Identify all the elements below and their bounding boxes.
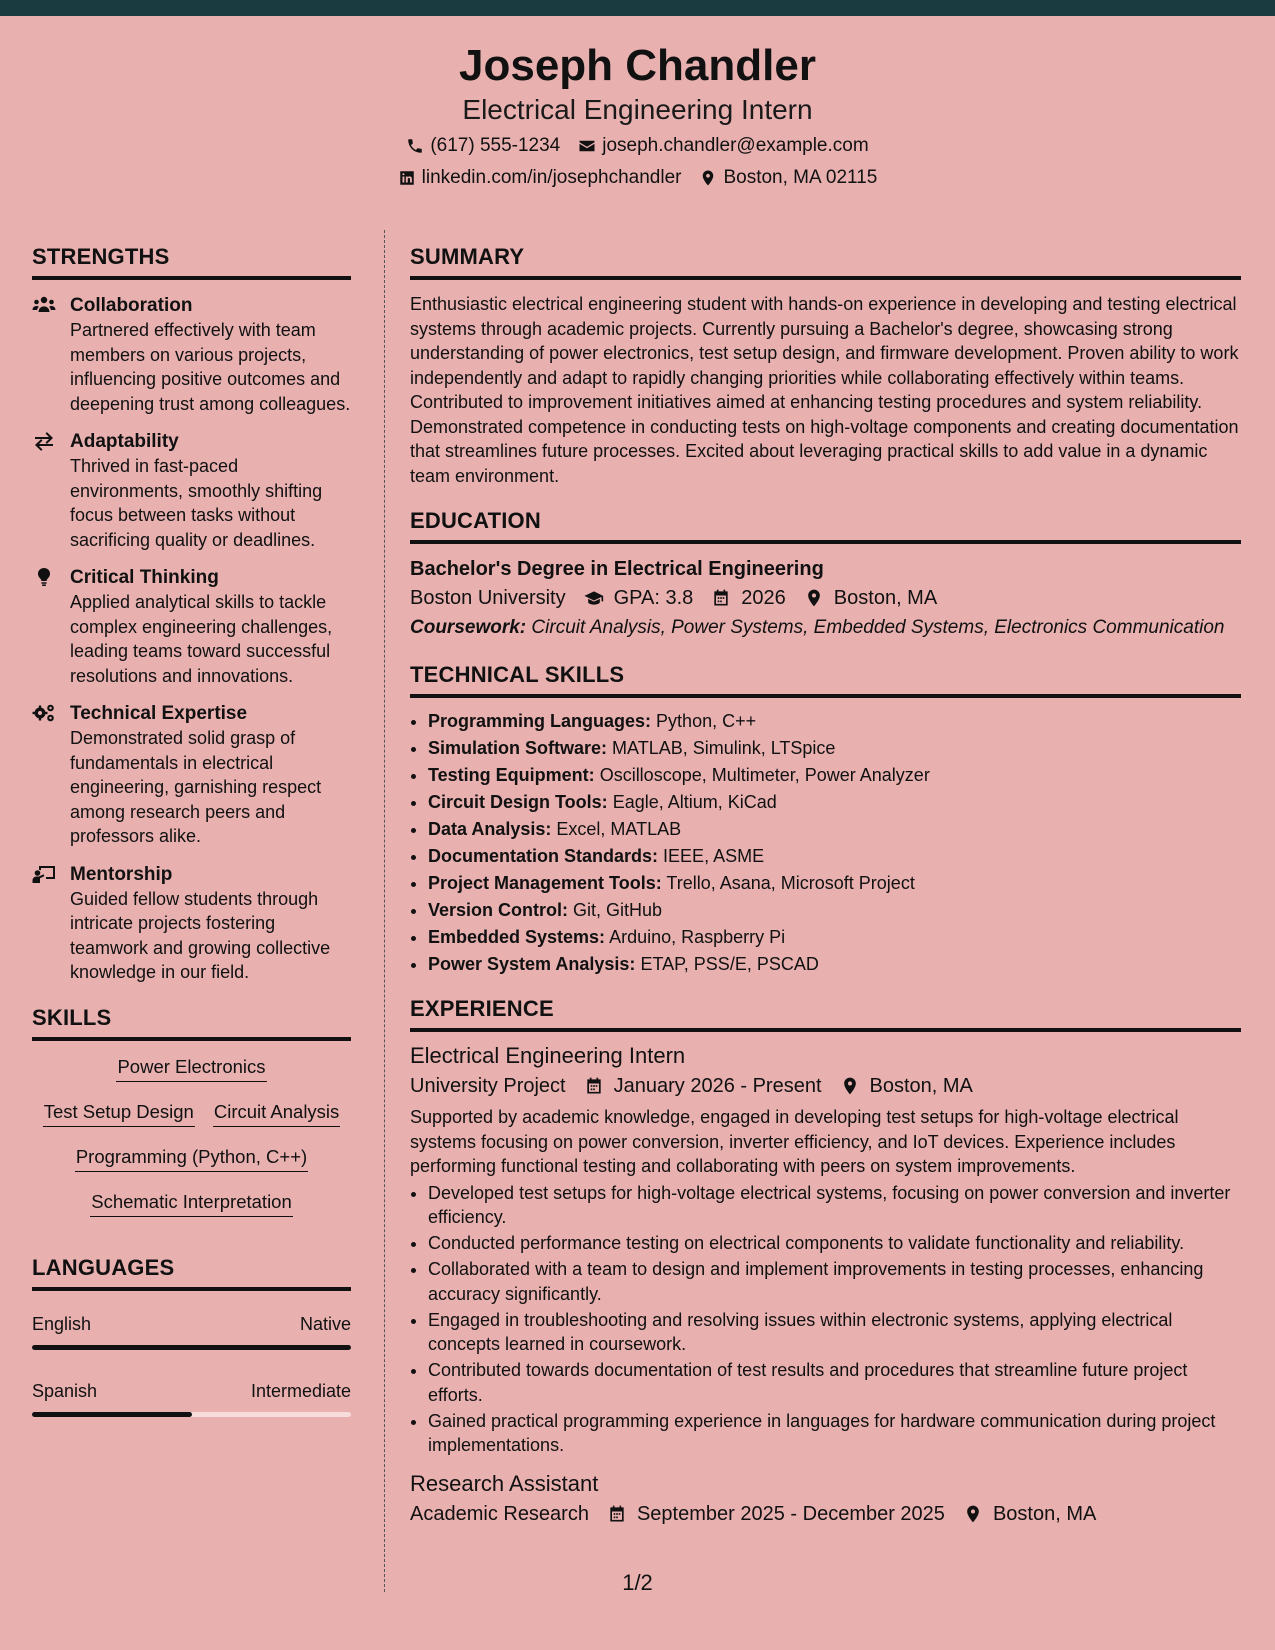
strength-title: Mentorship <box>70 863 173 885</box>
candidate-title: Electrical Engineering Intern <box>462 94 813 125</box>
degree-title: Bachelor's Degree in Electrical Engineering <box>410 558 824 580</box>
linkedin-icon <box>398 169 416 187</box>
skill-values: Oscilloscope, Multimeter, Power Analyzer <box>599 765 930 785</box>
map-marker-icon <box>963 1504 983 1524</box>
language-level: Native <box>299 1313 351 1334</box>
calendar-icon <box>711 588 731 608</box>
calendar-icon <box>607 1504 627 1524</box>
linkedin-text: linkedin.com/in/josephchandler <box>421 167 682 188</box>
column-divider <box>384 230 385 1592</box>
language-level-bar <box>32 1345 351 1350</box>
job-meta <box>410 1501 1241 1527</box>
job-dates: January 2026 - Present <box>613 1075 822 1097</box>
language-level-fill <box>32 1345 351 1350</box>
skill-category: Power System Analysis: <box>428 954 636 974</box>
language-level-bar <box>32 1412 351 1417</box>
skill-category: Circuit Design Tools: <box>428 792 608 812</box>
map-marker-icon <box>804 588 824 608</box>
strength-item <box>32 863 351 985</box>
language-level: Intermediate <box>250 1380 351 1401</box>
job-bullet: • Gained practical programming experience in languages for hardware communication during project implementations. <box>428 1409 1241 1458</box>
language-level-fill <box>32 1412 192 1417</box>
contact-row-1 <box>0 136 1275 155</box>
strength-title: Collaboration <box>70 295 193 316</box>
calendar-icon <box>584 1076 604 1096</box>
technical-skill-item <box>428 951 1241 978</box>
graduation-cap-icon <box>584 588 604 608</box>
map-marker-icon <box>699 169 717 187</box>
top-accent-bar <box>0 0 1275 16</box>
graduation-year: 2026 <box>741 587 786 609</box>
skill-values: Excel, MATLAB <box>556 819 682 839</box>
strength-item <box>32 430 351 552</box>
job-bullet: • Engaged in troubleshooting and resolving issues within electronic systems, applying electrical concepts learned in coursework. <box>428 1308 1241 1357</box>
technical-skill-item <box>428 816 1241 843</box>
strength-title: Adaptability <box>70 431 179 452</box>
strength-desc: Partnered effectively with team members on various projects, influencing positive outcomes and deepening trust among colleagues. <box>70 320 351 414</box>
strength-item <box>32 294 351 416</box>
strength-desc: Guided fellow students through intricate projects fostering teamwork and growing collective knowledge in our field. <box>70 888 331 982</box>
job-dates: September 2025 - December 2025 <box>636 1502 945 1525</box>
strength-title: Technical Expertise <box>70 703 248 724</box>
skill-values: Trello, Asana, Microsoft Project <box>666 873 915 893</box>
education-location: Boston, MA <box>833 587 938 609</box>
skill-values: Arduino, Raspberry Pi <box>609 927 786 947</box>
job-entry <box>410 1470 1241 1527</box>
school-name: Boston University <box>410 587 566 609</box>
email-text: joseph.chandler@example.com <box>602 135 869 156</box>
email-item[interactable] <box>578 136 868 155</box>
envelope-icon <box>578 137 596 155</box>
skill-values: Python, C++ <box>656 711 757 731</box>
gears-icon <box>32 703 56 723</box>
strength-desc: Applied analytical skills to tackle complex engineering challenges, leading teams toward successful resolutions and innovations. <box>70 592 333 686</box>
phone-icon <box>406 137 424 155</box>
skills-tags <box>32 1041 351 1217</box>
education-meta <box>410 585 1241 611</box>
summary-heading: SUMMARY <box>410 246 1241 280</box>
skill-category: Version Control: <box>428 900 569 920</box>
skill-category: Project Management Tools: <box>428 873 662 893</box>
language-item <box>32 1380 351 1417</box>
coursework-list: Circuit Analysis, Power Systems, Embedded Systems, Electronics Communication <box>531 617 1225 638</box>
job-entry <box>410 1042 1241 1458</box>
strength-title: Critical Thinking <box>70 567 219 588</box>
job-title: Electrical Engineering Intern <box>410 1043 686 1068</box>
job-meta <box>410 1073 1241 1099</box>
strength-item <box>32 566 351 688</box>
skill-tag: Test Setup Design <box>43 1100 195 1127</box>
technical-skill-item <box>428 897 1241 924</box>
strengths-heading: STRENGTHS <box>32 246 351 280</box>
location-item <box>699 168 877 187</box>
gpa-text: GPA: 3.8 <box>613 587 694 609</box>
skill-category: Testing Equipment: <box>428 765 595 785</box>
skill-category: Data Analysis: <box>428 819 552 839</box>
page-number: 1/2 <box>622 1570 653 1595</box>
right-column <box>410 246 1241 1527</box>
strengths-list <box>32 294 351 985</box>
technical-skill-item <box>428 924 1241 951</box>
job-bullet: • Contributed towards documentation of test results and procedures that streamline future project efforts. <box>428 1358 1241 1407</box>
skills-heading: SKILLS <box>32 1007 351 1041</box>
language-name: English <box>32 1313 92 1334</box>
job-bullet: • Collaborated with a team to design and implement improvements in testing processes, enhancing accuracy significantly. <box>428 1257 1241 1306</box>
skill-tag: Circuit Analysis <box>213 1100 340 1127</box>
skill-values: IEEE, ASME <box>663 846 765 866</box>
linkedin-item[interactable] <box>398 168 682 187</box>
technical-skills-heading: TECHNICAL SKILLS <box>410 664 1241 698</box>
language-name: Spanish <box>32 1380 98 1401</box>
chalkboard-teacher-icon <box>32 864 56 884</box>
education-heading: EDUCATION <box>410 510 1241 544</box>
skill-category: Simulation Software: <box>428 738 608 758</box>
job-bullet: • Developed test setups for high-voltage electrical systems, focusing on power conversion and inverter efficiency. <box>428 1181 1241 1230</box>
skill-values: ETAP, PSS/E, PSCAD <box>640 954 819 974</box>
phone-text: (617) 555-1234 <box>430 135 561 156</box>
resume-header <box>0 16 1275 204</box>
location-text: Boston, MA 02115 <box>723 167 878 188</box>
strength-item <box>32 702 351 849</box>
skill-category: Embedded Systems: <box>428 927 606 947</box>
job-bullet: • Conducted performance testing on electrical components to validate functionality and reliability. <box>428 1231 1241 1256</box>
skill-values: MATLAB, Simulink, LTSpice <box>612 738 836 758</box>
job-location: Boston, MA <box>869 1075 973 1097</box>
technical-skill-item <box>428 735 1241 762</box>
lightbulb-icon <box>32 567 56 587</box>
technical-skill-item <box>428 843 1241 870</box>
skill-values: Git, GitHub <box>573 900 663 920</box>
coursework <box>410 616 1241 640</box>
contact-row-2 <box>0 168 1275 187</box>
candidate-name: Joseph Chandler <box>459 41 816 90</box>
technical-skill-item <box>428 789 1241 816</box>
exchange-icon <box>32 431 56 451</box>
coursework-label: Coursework: <box>410 617 527 638</box>
experience-heading: EXPERIENCE <box>410 998 1241 1032</box>
skill-tag: Power Electronics <box>116 1055 266 1082</box>
skill-category: Programming Languages: <box>428 711 652 731</box>
strength-desc: Thrived in fast-paced environments, smoothly shifting focus between tasks without sacrificing quality or deadlines. <box>70 456 323 550</box>
technical-skills-list <box>410 708 1241 978</box>
skill-tag: Schematic Interpretation <box>90 1190 293 1217</box>
users-icon <box>32 295 56 315</box>
job-title: Research Assistant <box>410 1470 599 1496</box>
strength-desc: Demonstrated solid grasp of fundamentals in electrical engineering, garnishing respect among research peers and professors alike. <box>70 728 322 846</box>
skill-values: Eagle, Altium, KiCad <box>612 792 777 812</box>
phone-item[interactable] <box>406 136 560 155</box>
summary-text: Enthusiastic electrical engineering student with hands-on experience in developing and testing electrical systems through academic projects. Currently pursuing a Bachelor's degree, showcasing strong understanding of power electronics, test setup design, and firmware development. Proven ability to work independently and adapt to rapidly changing priorities while collaborating effectively within teams. Contributed to improvement initiatives aimed at enhancing testing procedures and system reliability. Demonstrated competence in conducting tests on high-voltage components and creating documentation that streamlines future processes. Excited about leveraging practical skills to add value in a dynamic team environment. <box>410 294 1239 486</box>
skill-category: Documentation Standards: <box>428 846 659 866</box>
job-location: Boston, MA <box>992 1502 1097 1525</box>
languages-heading: LANGUAGES <box>32 1257 351 1291</box>
skill-tag: Programming (Python, C++) <box>75 1145 308 1172</box>
job-org: University Project <box>410 1075 566 1097</box>
language-item <box>32 1313 351 1350</box>
job-org: Academic Research <box>410 1502 589 1525</box>
technical-skill-item <box>428 870 1241 897</box>
job-description: Supported by academic knowledge, engaged in developing test setups for high-voltage electrical systems focusing on power conversion, inverter efficiency, and IoT devices. Experience includes performing functional testing and collaborating with peers on system improvements. <box>410 1107 1179 1176</box>
map-marker-icon <box>840 1076 860 1096</box>
technical-skill-item <box>428 708 1241 735</box>
job-bullets <box>410 1181 1241 1458</box>
technical-skill-item <box>428 762 1241 789</box>
left-column <box>32 246 351 1417</box>
